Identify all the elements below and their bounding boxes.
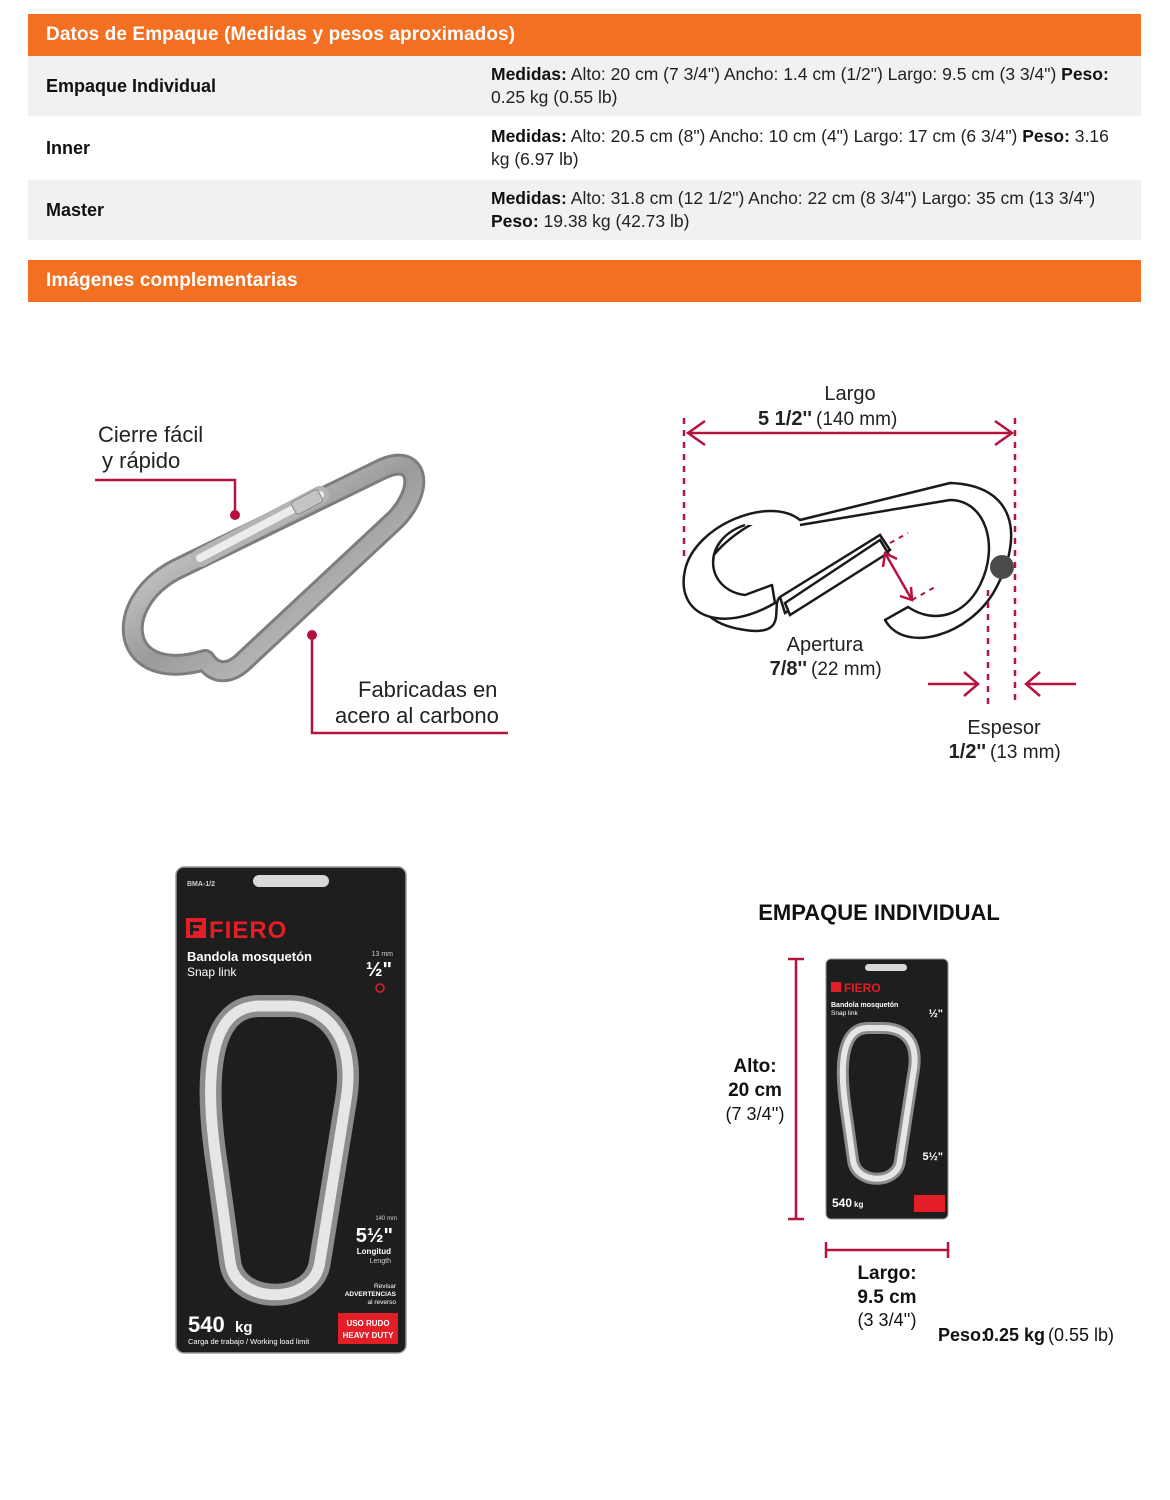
height-inches: (7 3/4'') [725,1104,785,1124]
carabiner-outline-drawing [684,483,1014,638]
callout-bottom-line1: Fabricadas en [358,677,498,702]
weight-value: 0.25 kg [984,1325,1046,1345]
package-name: Inner [46,137,91,158]
warning-line2: ADVERTENCIAS [344,1291,396,1298]
svg-text:5½": 5½" [922,1151,943,1163]
warning-line3: al reverso [367,1299,396,1306]
package-name: Master [46,199,105,220]
svg-text:Snap link: Snap link [831,1010,858,1017]
svg-text:FIERO: FIERO [844,981,881,995]
svg-text:HEAVY DUTY: HEAVY DUTY [342,1331,394,1340]
length-dimension [684,383,1015,705]
thickness-value: 1/2'' [948,741,986,763]
packaging-table [28,56,1141,242]
package-details: Medidas: Alto: 20 cm (7 3/4") Ancho: 1.4 cm (1/2") Largo: 9.5 cm (3 3/4") Peso: 0.25 kg (0.55 lb) [491,64,1109,107]
opening-value: 7/8'' [769,658,807,680]
height-value: 20 cm [728,1080,782,1101]
length-label-package: Largo: [857,1263,917,1284]
callout-bottom [307,630,508,733]
weight-info [938,1325,1114,1345]
package-name: Empaque Individual [46,75,217,96]
package-length-es: Longitud [356,1247,391,1256]
package-product-es: Bandola mosquetón [187,949,312,964]
length-metric: (140 mm) [816,409,898,430]
weight-pounds: (0.55 lb) [1048,1325,1115,1345]
callout-top-line2: y rápido [102,448,181,473]
product-photo [80,420,540,750]
length-dimension-package [826,1242,948,1330]
length-value: 5 1/2'' [758,408,812,430]
load-unit: kg [235,1319,253,1336]
table-row [28,180,1141,242]
package-details: Medidas: Alto: 20.5 cm (8") Ancho: 10 cm (4") Largo: 17 cm (6 3/4") Peso: 3.16 kg (6.97 lb) [491,126,1109,169]
mini-package [826,959,948,1219]
opening-label: Apertura [786,634,864,656]
images-section-header: Imágenes complementarias [28,260,1141,302]
package-length-mm: 140 mm [375,1216,397,1222]
svg-text:FIERO: FIERO [209,917,288,944]
load-caption: Carga de trabajo / Working load limit [188,1337,310,1346]
callout-bottom-line2: acero al carbono [335,703,499,728]
package-thickness-mm: 13 mm [371,951,393,958]
table-row [28,56,1141,118]
package-length-in: 5½" [355,1225,393,1247]
length-inches-package: (3 3/4'') [857,1310,917,1330]
package-sku: BMA-1/2 [187,881,216,888]
individual-package-title: EMPAQUE INDIVIDUAL [758,900,1000,925]
hang-hole [253,875,329,887]
weight-label: Peso: [938,1325,988,1345]
svg-text:½": ½" [928,1008,943,1020]
svg-text:Bandola mosquetón: Bandola mosquetón [831,1002,899,1009]
table-row [28,118,1141,180]
package-details: Medidas: Alto: 31.8 cm (12 1/2") Ancho: 22 cm (8 3/4") Largo: 35 cm (13 3/4") Peso: 19.38 kg (42.73 lb) [491,188,1096,231]
height-dimension [726,959,804,1219]
thickness-metric: (13 mm) [990,742,1061,763]
svg-text:USO RUDO: USO RUDO [346,1319,390,1328]
package-thickness-in: ½" [365,959,392,981]
carabiner-photo [133,465,415,672]
opening-metric: (22 mm) [811,659,882,680]
package-product-en: Snap link [187,965,237,979]
length-label: Largo [824,383,876,405]
thickness-label: Espesor [967,717,1041,739]
length-value-package: 9.5 cm [857,1287,917,1308]
package-length-en: Length [369,1258,391,1265]
package-photo [175,866,407,1356]
load-value: 540 [188,1312,225,1337]
callout-top-line1: Cierre fácil [98,422,204,447]
warning-line1: Revisar [373,1283,396,1290]
dimension-diagram [650,375,1110,775]
svg-text:kg: kg [854,1200,864,1209]
callout-top [95,422,240,520]
svg-text:540: 540 [832,1196,853,1210]
individual-package-diagram [710,895,1120,1355]
packaging-section-header: Datos de Empaque (Medidas y pesos aproximados) [28,14,1141,56]
height-label: Alto: [733,1056,777,1077]
